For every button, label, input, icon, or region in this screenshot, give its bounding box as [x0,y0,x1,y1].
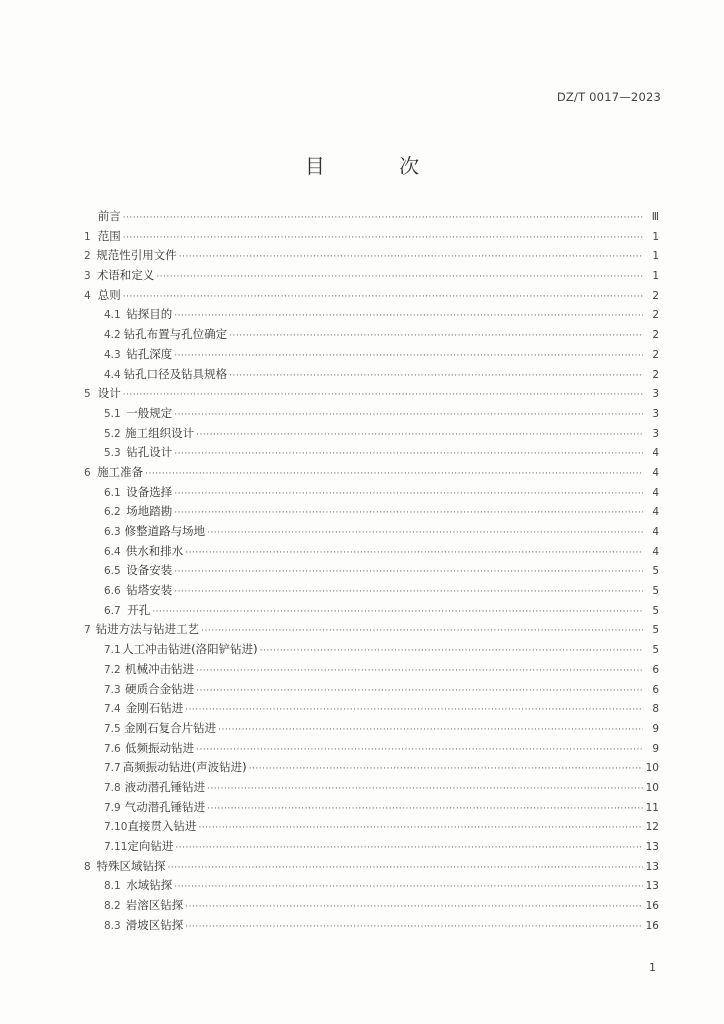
dot-leader [207,528,643,538]
toc-entry-number: 4.2 [104,329,121,342]
toc-entry-title: 金刚石复合片钻进 [124,720,217,735]
dot-leader [174,587,643,597]
toc-entry-title: 设备安装 [126,563,173,578]
toc-entry-page: 5 [652,644,659,657]
toc-entry[interactable] [84,385,659,405]
dot-leader [207,804,643,814]
toc-entry-page: 5 [652,565,659,578]
dot-leader [196,666,643,676]
toc-entry-number: 5.3 [104,447,121,460]
toc-heading: 目 次 [304,154,454,178]
toc-entry-page: 3 [652,388,659,401]
toc-entry-number: 4.4 [104,368,121,381]
toc-entry-number: 7.2 [104,663,121,676]
toc-entry-page: 3 [652,427,659,440]
toc-entry-page: 5 [652,624,659,637]
toc-entry-title: 钻进方法与钻进工艺 [95,622,200,637]
toc-entry[interactable] [84,346,659,366]
table-of-contents [84,208,659,936]
toc-entry-number: 1 [84,230,91,243]
toc-entry-number: 8.1 [104,880,121,893]
toc-entry-page: 12 [645,821,659,834]
toc-entry-title: 设计 [97,386,121,401]
toc-entry-page: 2 [652,329,659,342]
toc-entry[interactable] [84,700,659,720]
toc-entry-page: 10 [645,762,659,775]
toc-entry-title: 施工组织设计 [125,425,195,440]
toc-entry[interactable] [84,484,659,504]
toc-entry[interactable] [84,326,659,346]
dot-leader [123,292,643,302]
toc-entry-page: 5 [652,585,659,598]
page-number: 1 [649,961,656,974]
toc-entry-page: 4 [652,447,659,460]
toc-entry-number: 5.1 [104,407,121,420]
toc-entry-number: 7.11 [104,841,128,853]
toc-entry-title: 低频振动钻进 [125,740,195,755]
toc-entry-number: 6.2 [104,506,121,519]
dot-leader [185,922,643,932]
toc-entry[interactable] [84,366,659,386]
dot-leader [175,843,643,853]
toc-entry-title: 一般规定 [126,405,173,420]
toc-entry[interactable] [84,287,659,307]
toc-entry-page: 9 [652,722,659,735]
toc-entry-number: 7.6 [104,742,121,755]
toc-entry-number: 5.2 [104,427,121,440]
toc-entry[interactable] [84,208,659,228]
toc-entry[interactable] [84,621,659,641]
toc-entry-title: 气动潜孔锤钻进 [124,799,206,814]
toc-entry[interactable] [84,602,659,622]
toc-entry-page: 13 [645,880,659,893]
toc-entry-title: 钻孔布置与孔位确定 [123,327,228,342]
toc-entry-title: 前言 [97,209,121,223]
toc-entry[interactable] [84,759,659,779]
toc-entry[interactable] [84,425,659,445]
toc-entry-number: 6.6 [104,585,121,598]
dot-leader [249,764,643,774]
toc-entry[interactable] [84,917,659,937]
dot-leader [174,882,643,892]
toc-entry-page: 13 [645,841,659,853]
toc-entry-title: 开孔 [127,602,151,617]
toc-entry-number: 8.3 [104,919,121,932]
dot-leader [123,233,643,243]
dot-leader [201,626,643,636]
toc-entry-title: 钻孔设计 [126,445,173,460]
toc-entry-title: 滑坡区钻探 [125,917,184,932]
toc-entry-title: 设备选择 [126,484,173,499]
toc-entry-number: 8 [84,860,91,873]
toc-entry[interactable] [84,247,659,267]
toc-entry-number: 7 [84,624,91,637]
toc-entry-page: 9 [652,742,659,755]
dot-leader [196,686,643,696]
toc-entry[interactable] [84,228,659,248]
toc-entry-number: 4 [84,289,91,302]
dot-leader [145,469,643,479]
dot-leader [152,607,643,617]
toc-entry-number: 2 [84,250,91,263]
toc-entry[interactable] [84,661,659,681]
toc-entry-title: 定向钻进 [127,839,174,853]
dot-leader [185,705,643,715]
toc-entry-title: 施工准备 [97,464,144,479]
toc-entry-title: 钻探目的 [126,307,173,322]
dot-leader [196,745,643,755]
dot-leader [174,311,643,321]
toc-entry[interactable] [84,818,659,838]
toc-entry-title: 岩溶区钻探 [125,898,184,913]
toc-entry-title: 液动潜孔锤钻进 [124,779,206,794]
dot-leader [207,784,643,794]
toc-entry-title: 金刚石钻进 [125,701,184,716]
toc-entry-title: 直接贯入钻进 [127,819,197,834]
toc-entry[interactable] [84,877,659,897]
toc-entry[interactable] [84,562,659,582]
dot-leader [174,449,643,459]
toc-entry-page: 5 [652,604,659,617]
toc-entry-number: 6 [84,466,91,479]
dot-leader [229,371,643,381]
toc-entry-title: 术语和定义 [96,268,155,283]
toc-entry-title: 钻孔口径及钻具规格 [123,366,228,381]
toc-entry-page: 4 [652,486,659,499]
toc-entry[interactable] [84,799,659,819]
toc-entry[interactable] [84,405,659,425]
dot-leader [174,489,643,499]
toc-entry-number: 6.3 [104,526,121,538]
dot-leader [123,390,643,400]
toc-entry-page: 1 [652,250,659,263]
toc-entry-number: 3 [84,270,91,283]
toc-entry-page: 4 [652,526,659,538]
dot-leader [260,646,643,656]
toc-entry-number: 6.1 [104,486,121,499]
dot-leader [229,331,643,341]
toc-entry[interactable] [84,897,659,917]
toc-entry-page: 1 [652,270,659,283]
toc-entry-page: 2 [652,289,659,302]
dot-leader [185,902,643,912]
toc-entry-title: 高频振动钻进(声波钻进) [122,760,247,775]
toc-entry-page: 10 [645,781,659,794]
dot-leader [174,410,643,420]
toc-entry-number: 7.4 [104,703,121,716]
toc-entry-title: 人工冲击钻进(洛阳铲钻进) [122,642,258,657]
toc-entry[interactable] [84,720,659,740]
toc-entry-title: 水域钻探 [126,878,173,893]
toc-entry-title: 规范性引用文件 [96,248,177,263]
toc-entry[interactable] [84,681,659,701]
toc-entry[interactable] [84,464,659,484]
dot-leader [196,430,643,440]
toc-entry-title: 场地踏勘 [126,504,173,519]
toc-entry-page: 1 [652,230,659,243]
toc-entry[interactable] [84,523,659,543]
dot-leader [174,508,643,518]
toc-entry-number: 8.2 [104,900,121,913]
toc-entry-page: 4 [652,506,659,519]
toc-entry-title: 机械冲击钻进 [125,661,195,676]
toc-entry[interactable] [84,306,659,326]
toc-entry-page: 13 [645,860,659,873]
toc-entry-page: 16 [645,919,659,932]
toc-entry-number: 7.10 [104,821,128,834]
toc-entry-page: 4 [652,545,659,558]
toc-entry[interactable] [84,740,659,760]
toc-entry-title: 特殊区域钻探 [96,858,166,873]
toc-entry-page: 11 [645,801,659,814]
toc-entry-number: 4.1 [104,309,121,322]
toc-entry-page: 6 [652,663,659,676]
toc-entry-title: 钻塔安装 [126,583,173,598]
toc-entry-number: 4.3 [104,348,121,361]
toc-entry-page: 8 [652,703,659,716]
toc-entry-title: 修整道路与场地 [124,524,206,538]
toc-entry-page: 2 [652,309,659,322]
toc-entry[interactable] [84,641,659,661]
toc-entry[interactable] [84,267,659,287]
dot-leader [123,213,643,223]
toc-entry-title: 供水和排水 [125,543,184,558]
toc-entry-number: 6.4 [104,545,121,558]
toc-entry-page: 3 [652,407,659,420]
toc-entry-number: 7.5 [104,722,121,735]
toc-entry-number: 5 [84,388,91,401]
dot-leader [174,567,643,577]
toc-entry[interactable] [84,838,659,858]
toc-entry-page: 2 [652,348,659,361]
toc-entry-title: 总则 [97,287,121,302]
dot-leader [168,863,643,873]
dot-leader [198,823,643,833]
toc-entry-page: 2 [652,368,659,381]
toc-entry[interactable] [84,543,659,563]
toc-entry-page: 4 [652,466,659,479]
toc-entry-number: 7.3 [104,683,121,696]
toc-entry[interactable] [84,444,659,464]
dot-leader [174,351,643,361]
standard-code: DZ/T 0017—2023 [556,90,661,104]
dot-leader [156,272,643,282]
toc-entry[interactable] [84,779,659,799]
toc-entry[interactable] [84,582,659,602]
toc-entry-number: 7.9 [104,801,121,814]
toc-entry-number: 6.5 [104,565,121,578]
dot-leader [218,725,643,735]
toc-entry-number: 6.7 [104,604,121,617]
toc-entry-title: 范围 [97,228,121,243]
toc-entry-number: 7.1 [104,644,121,657]
toc-entry[interactable] [84,503,659,523]
toc-entry-title: 硬质合金钻进 [125,681,195,696]
toc-entry-page: 6 [652,683,659,696]
toc-entry-page: 16 [645,900,659,913]
toc-entry[interactable] [84,858,659,878]
toc-entry-number: 7.8 [104,781,121,794]
dot-leader [185,548,643,558]
toc-entry-number: 7.7 [104,762,121,775]
toc-entry-title: 钻孔深度 [126,346,173,361]
toc-entry-page: Ⅲ [651,211,659,223]
dot-leader [179,252,643,262]
